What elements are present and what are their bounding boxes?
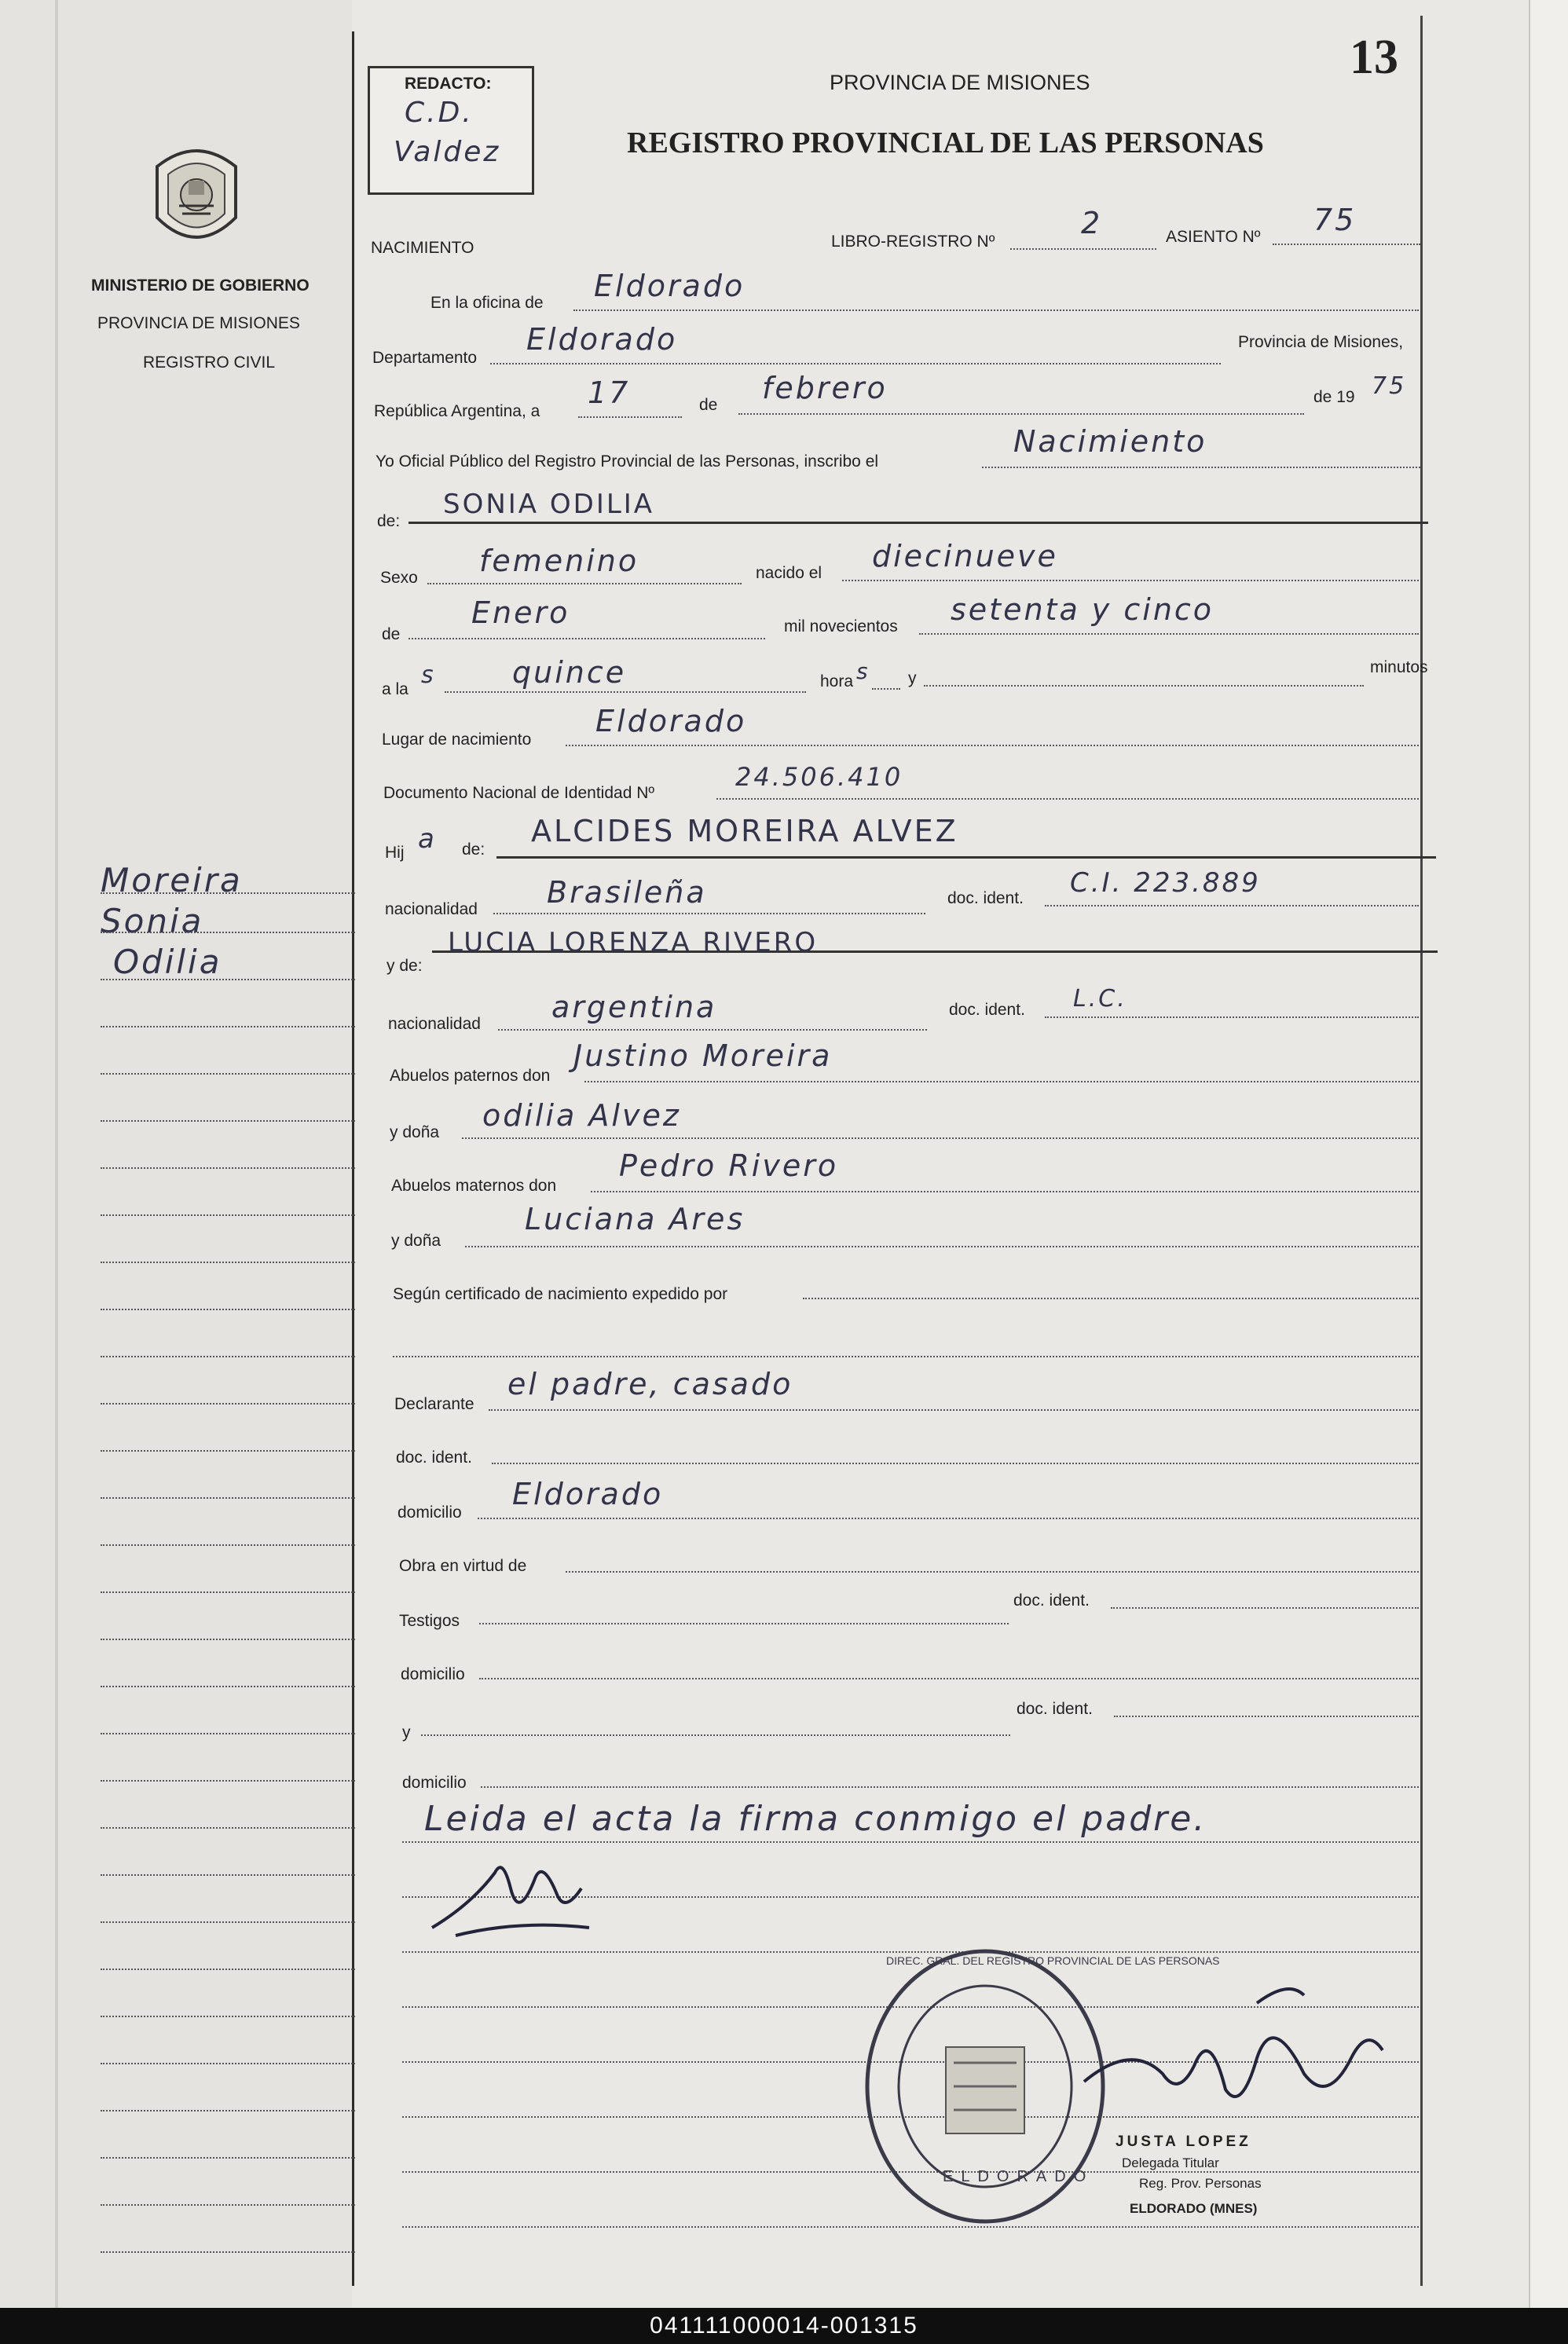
obra-line bbox=[566, 1571, 1419, 1573]
lugar-label: Lugar de nacimiento bbox=[382, 731, 532, 749]
margin-annotation-surname: Moreira bbox=[101, 861, 243, 899]
departamento-value: Eldorado bbox=[526, 322, 678, 357]
declarante-line bbox=[489, 1409, 1419, 1411]
hij-label: Hij bbox=[385, 844, 405, 862]
certificado-line bbox=[803, 1298, 1419, 1299]
margin-line bbox=[101, 979, 355, 980]
nacido-mes-line bbox=[408, 638, 765, 639]
testigos-line bbox=[479, 1623, 1009, 1624]
margin-line bbox=[101, 1026, 355, 1027]
margin-line bbox=[101, 932, 355, 933]
margin-line bbox=[101, 2063, 355, 2064]
madre-doc-line bbox=[1045, 1016, 1419, 1018]
margin-annotation-second: Odilia bbox=[113, 943, 222, 981]
hora-line bbox=[445, 691, 806, 693]
margin-line bbox=[101, 1686, 355, 1687]
margin-line bbox=[101, 2110, 355, 2111]
provincia-suffix: Provincia de Misiones, bbox=[1238, 333, 1404, 351]
asiento-line bbox=[1273, 244, 1420, 245]
margin-line bbox=[101, 1356, 355, 1357]
declarant-signature bbox=[424, 1841, 613, 1943]
margin-line bbox=[101, 2251, 355, 2253]
margin-line bbox=[101, 1167, 355, 1169]
libro-label: LIBRO-REGISTRO Nº bbox=[831, 233, 995, 251]
hora-s: s bbox=[421, 661, 436, 689]
dia-value: 17 bbox=[588, 375, 631, 410]
declarante-domicilio-value: Eldorado bbox=[512, 1477, 664, 1511]
padre-nac-label: nacionalidad bbox=[385, 900, 478, 918]
madre-nac-value: argentina bbox=[551, 990, 717, 1024]
lugar-line bbox=[566, 745, 1419, 746]
horas-label: hora bbox=[820, 672, 854, 690]
abuelo-mat-line bbox=[591, 1191, 1419, 1192]
minutos-label: minutos bbox=[1370, 658, 1428, 676]
abuelos-paternos-label: Abuelos paternos don bbox=[390, 1067, 551, 1085]
oficina-line bbox=[573, 309, 1419, 311]
abuela-pat-value: odilia Alvez bbox=[482, 1098, 681, 1133]
certificado-label: Según certificado de nacimiento expedido por bbox=[393, 1285, 728, 1303]
margin-annotation-first: Sonia bbox=[101, 902, 204, 940]
nacido-anio-line bbox=[919, 633, 1419, 635]
nombre-line bbox=[408, 522, 1428, 524]
madre-doc-value: L.C. bbox=[1073, 985, 1127, 1013]
padre-de-label: de: bbox=[462, 841, 485, 859]
margin-rule bbox=[352, 31, 354, 2286]
page-edge bbox=[1529, 0, 1568, 2308]
padre-doc-line bbox=[1045, 905, 1419, 906]
nacido-dia-value: diecinueve bbox=[872, 539, 1058, 573]
obra-label: Obra en virtud de bbox=[399, 1557, 527, 1575]
anio-value: 75 bbox=[1372, 372, 1407, 400]
nacido-label: nacido el bbox=[756, 564, 822, 582]
margin-province: PROVINCIA DE MISIONES bbox=[97, 314, 300, 332]
binding-fold bbox=[55, 0, 58, 2308]
header-province: PROVINCIA DE MISIONES bbox=[830, 71, 1090, 94]
abuelos-maternos-label: Abuelos maternos don bbox=[391, 1177, 557, 1195]
lugar-value: Eldorado bbox=[595, 704, 747, 738]
dni-line bbox=[716, 798, 1419, 800]
seal-text: DIREC. GRAL. DEL REGISTRO PROVINCIAL DE LAS PERSONAS bbox=[886, 1954, 1220, 1967]
hora-value: quince bbox=[512, 655, 627, 690]
testigo2-doc-label: doc. ident. bbox=[1017, 1700, 1093, 1718]
margin-line bbox=[101, 2157, 355, 2159]
testigo2-line bbox=[421, 1734, 1010, 1736]
sexo-value: femenino bbox=[479, 544, 639, 578]
mes-value: febrero bbox=[762, 371, 888, 405]
redacto-label: REDACTO: bbox=[405, 75, 492, 93]
testigo2-domicilio-label: domicilio bbox=[402, 1774, 467, 1792]
departamento-line bbox=[490, 363, 1221, 364]
padre-nac-value: Brasileña bbox=[547, 875, 707, 910]
official-role: Delegada Titular bbox=[1122, 2155, 1219, 2170]
mil-novecientos-label: mil novecientos bbox=[784, 617, 898, 635]
testigo2-y-label: y bbox=[402, 1723, 411, 1742]
abuelo-mat-value: Pedro Rivero bbox=[619, 1148, 839, 1183]
testigo2-domicilio-line bbox=[481, 1786, 1419, 1788]
madre-value: LUCIA LORENZA RIVERO bbox=[448, 927, 819, 958]
left-margin-column bbox=[0, 0, 352, 2308]
horas-s: s bbox=[856, 658, 870, 684]
margin-registry: REGISTRO CIVIL bbox=[143, 353, 276, 372]
declarante-label: Declarante bbox=[394, 1395, 474, 1413]
testigo2-doc-line bbox=[1114, 1716, 1419, 1717]
sexo-label: Sexo bbox=[380, 569, 418, 587]
declarante-domicilio-line bbox=[478, 1518, 1419, 1519]
sexo-line bbox=[427, 583, 742, 584]
abuela-pat-label: y doña bbox=[390, 1123, 440, 1141]
margin-line bbox=[101, 2016, 355, 2017]
record-type-label: NACIMIENTO bbox=[371, 239, 474, 257]
padre-line bbox=[496, 856, 1436, 859]
testigos-label: Testigos bbox=[399, 1612, 460, 1630]
margin-line bbox=[101, 1497, 355, 1499]
margin-line bbox=[101, 1591, 355, 1593]
margin-line bbox=[101, 2204, 355, 2206]
margin-line bbox=[101, 1073, 355, 1075]
margin-line bbox=[101, 1214, 355, 1216]
declarante-value: el padre, casado bbox=[507, 1367, 793, 1401]
inscribo-line bbox=[982, 467, 1420, 468]
hij-suffix: a bbox=[418, 823, 437, 855]
nombre-de-label: de: bbox=[377, 512, 401, 530]
minutos-line bbox=[924, 685, 1364, 687]
asiento-label: ASIENTO Nº bbox=[1166, 228, 1261, 246]
nacido-de-label: de bbox=[382, 625, 401, 643]
testigo1-doc-line bbox=[1111, 1607, 1419, 1609]
abuela-pat-line bbox=[462, 1137, 1419, 1139]
abuela-mat-line bbox=[465, 1246, 1419, 1247]
margin-line bbox=[101, 892, 355, 894]
dni-value: 24.506.410 bbox=[735, 762, 903, 792]
nacido-anio-value: setenta y cinco bbox=[951, 592, 1214, 627]
madre-nac-line bbox=[498, 1029, 927, 1031]
margin-line bbox=[101, 1969, 355, 1970]
certificado-line-2 bbox=[393, 1356, 1419, 1357]
dni-label: Documento Nacional de Identidad Nº bbox=[383, 784, 655, 802]
testigo1-doc-label: doc. ident. bbox=[1013, 1591, 1090, 1610]
libro-line bbox=[1010, 248, 1156, 250]
page-number: 13 bbox=[1350, 31, 1398, 84]
official-name: JUSTA LOPEZ bbox=[1116, 2133, 1251, 2150]
nombre-value: SONIA ODILIA bbox=[443, 489, 655, 520]
margin-line bbox=[101, 1639, 355, 1640]
inscribo-label: Yo Oficial Público del Registro Provincial de las Personas, inscribo el bbox=[376, 452, 879, 471]
hora-label: a la bbox=[382, 680, 408, 698]
coat-of-arms-emblem bbox=[149, 143, 244, 253]
declarante-domicilio-label: domicilio bbox=[397, 1503, 462, 1522]
mes-line bbox=[738, 413, 1304, 415]
testigo1-domicilio-line bbox=[479, 1678, 1419, 1679]
inscribo-value: Nacimiento bbox=[1013, 424, 1207, 459]
dia-line bbox=[578, 416, 682, 418]
madre-nac-label: nacionalidad bbox=[388, 1015, 481, 1033]
nacido-mes-value: Enero bbox=[471, 595, 570, 630]
madre-de-label: y de: bbox=[387, 957, 423, 975]
oficina-value: Eldorado bbox=[594, 269, 746, 303]
margin-line bbox=[101, 1780, 355, 1782]
abuela-mat-value: Luciana Ares bbox=[525, 1202, 746, 1236]
republica-label: República Argentina, a bbox=[374, 402, 540, 420]
official-city: ELDORADO (MNES) bbox=[1130, 2201, 1258, 2216]
margin-ministry: MINISTERIO DE GOBIERNO bbox=[91, 277, 310, 295]
fecha-de-label: de bbox=[699, 396, 718, 414]
margin-line bbox=[101, 1262, 355, 1263]
y-label: y bbox=[908, 669, 917, 687]
padre-value: ALCIDES MOREIRA ALVEZ bbox=[531, 814, 958, 848]
margin-line bbox=[101, 1827, 355, 1829]
margin-line bbox=[101, 1120, 355, 1122]
madre-doc-label: doc. ident. bbox=[949, 1001, 1025, 1019]
testigo1-domicilio-label: domicilio bbox=[401, 1665, 465, 1683]
padre-doc-value: C.I. 223.889 bbox=[1070, 867, 1261, 899]
declarante-doc-label: doc. ident. bbox=[396, 1449, 472, 1467]
margin-line bbox=[101, 1403, 355, 1405]
redacto-initials: C.D. bbox=[405, 97, 474, 129]
padre-doc-label: doc. ident. bbox=[947, 889, 1024, 907]
margin-line bbox=[101, 1309, 355, 1310]
libro-value: 2 bbox=[1081, 206, 1103, 240]
abuelo-pat-value: Justino Moreira bbox=[573, 1038, 833, 1073]
oficina-label: En la oficina de bbox=[430, 294, 544, 312]
anio-prefix: de 19 bbox=[1313, 388, 1355, 406]
closing-note: Leida el acta la firma conmigo el padre. bbox=[424, 1799, 1207, 1839]
margin-line bbox=[101, 1921, 355, 1923]
official-office: Reg. Prov. Personas bbox=[1139, 2176, 1262, 2191]
abuelo-pat-line bbox=[584, 1081, 1419, 1082]
asiento-value: 75 bbox=[1313, 203, 1357, 237]
redacto-box bbox=[368, 66, 534, 195]
departamento-label: Departamento bbox=[372, 349, 478, 367]
padre-nac-line bbox=[493, 913, 925, 914]
right-rule bbox=[1420, 16, 1423, 2286]
official-signature bbox=[1068, 1980, 1398, 2137]
horas-line bbox=[872, 688, 900, 690]
nacido-line bbox=[842, 580, 1419, 581]
declarante-doc-line bbox=[492, 1463, 1419, 1464]
abuela-mat-label: y doña bbox=[391, 1232, 441, 1250]
margin-line bbox=[101, 1450, 355, 1452]
margin-line bbox=[101, 1733, 355, 1734]
seal-city: ELDORADO bbox=[943, 2168, 1094, 2185]
footer-code: 041111000014-001315 bbox=[0, 2308, 1568, 2344]
margin-line bbox=[101, 1544, 355, 1546]
redacto-name: Valdez bbox=[394, 136, 501, 168]
document-title: REGISTRO PROVINCIAL DE LAS PERSONAS bbox=[627, 126, 1264, 159]
margin-line bbox=[101, 1874, 355, 1876]
